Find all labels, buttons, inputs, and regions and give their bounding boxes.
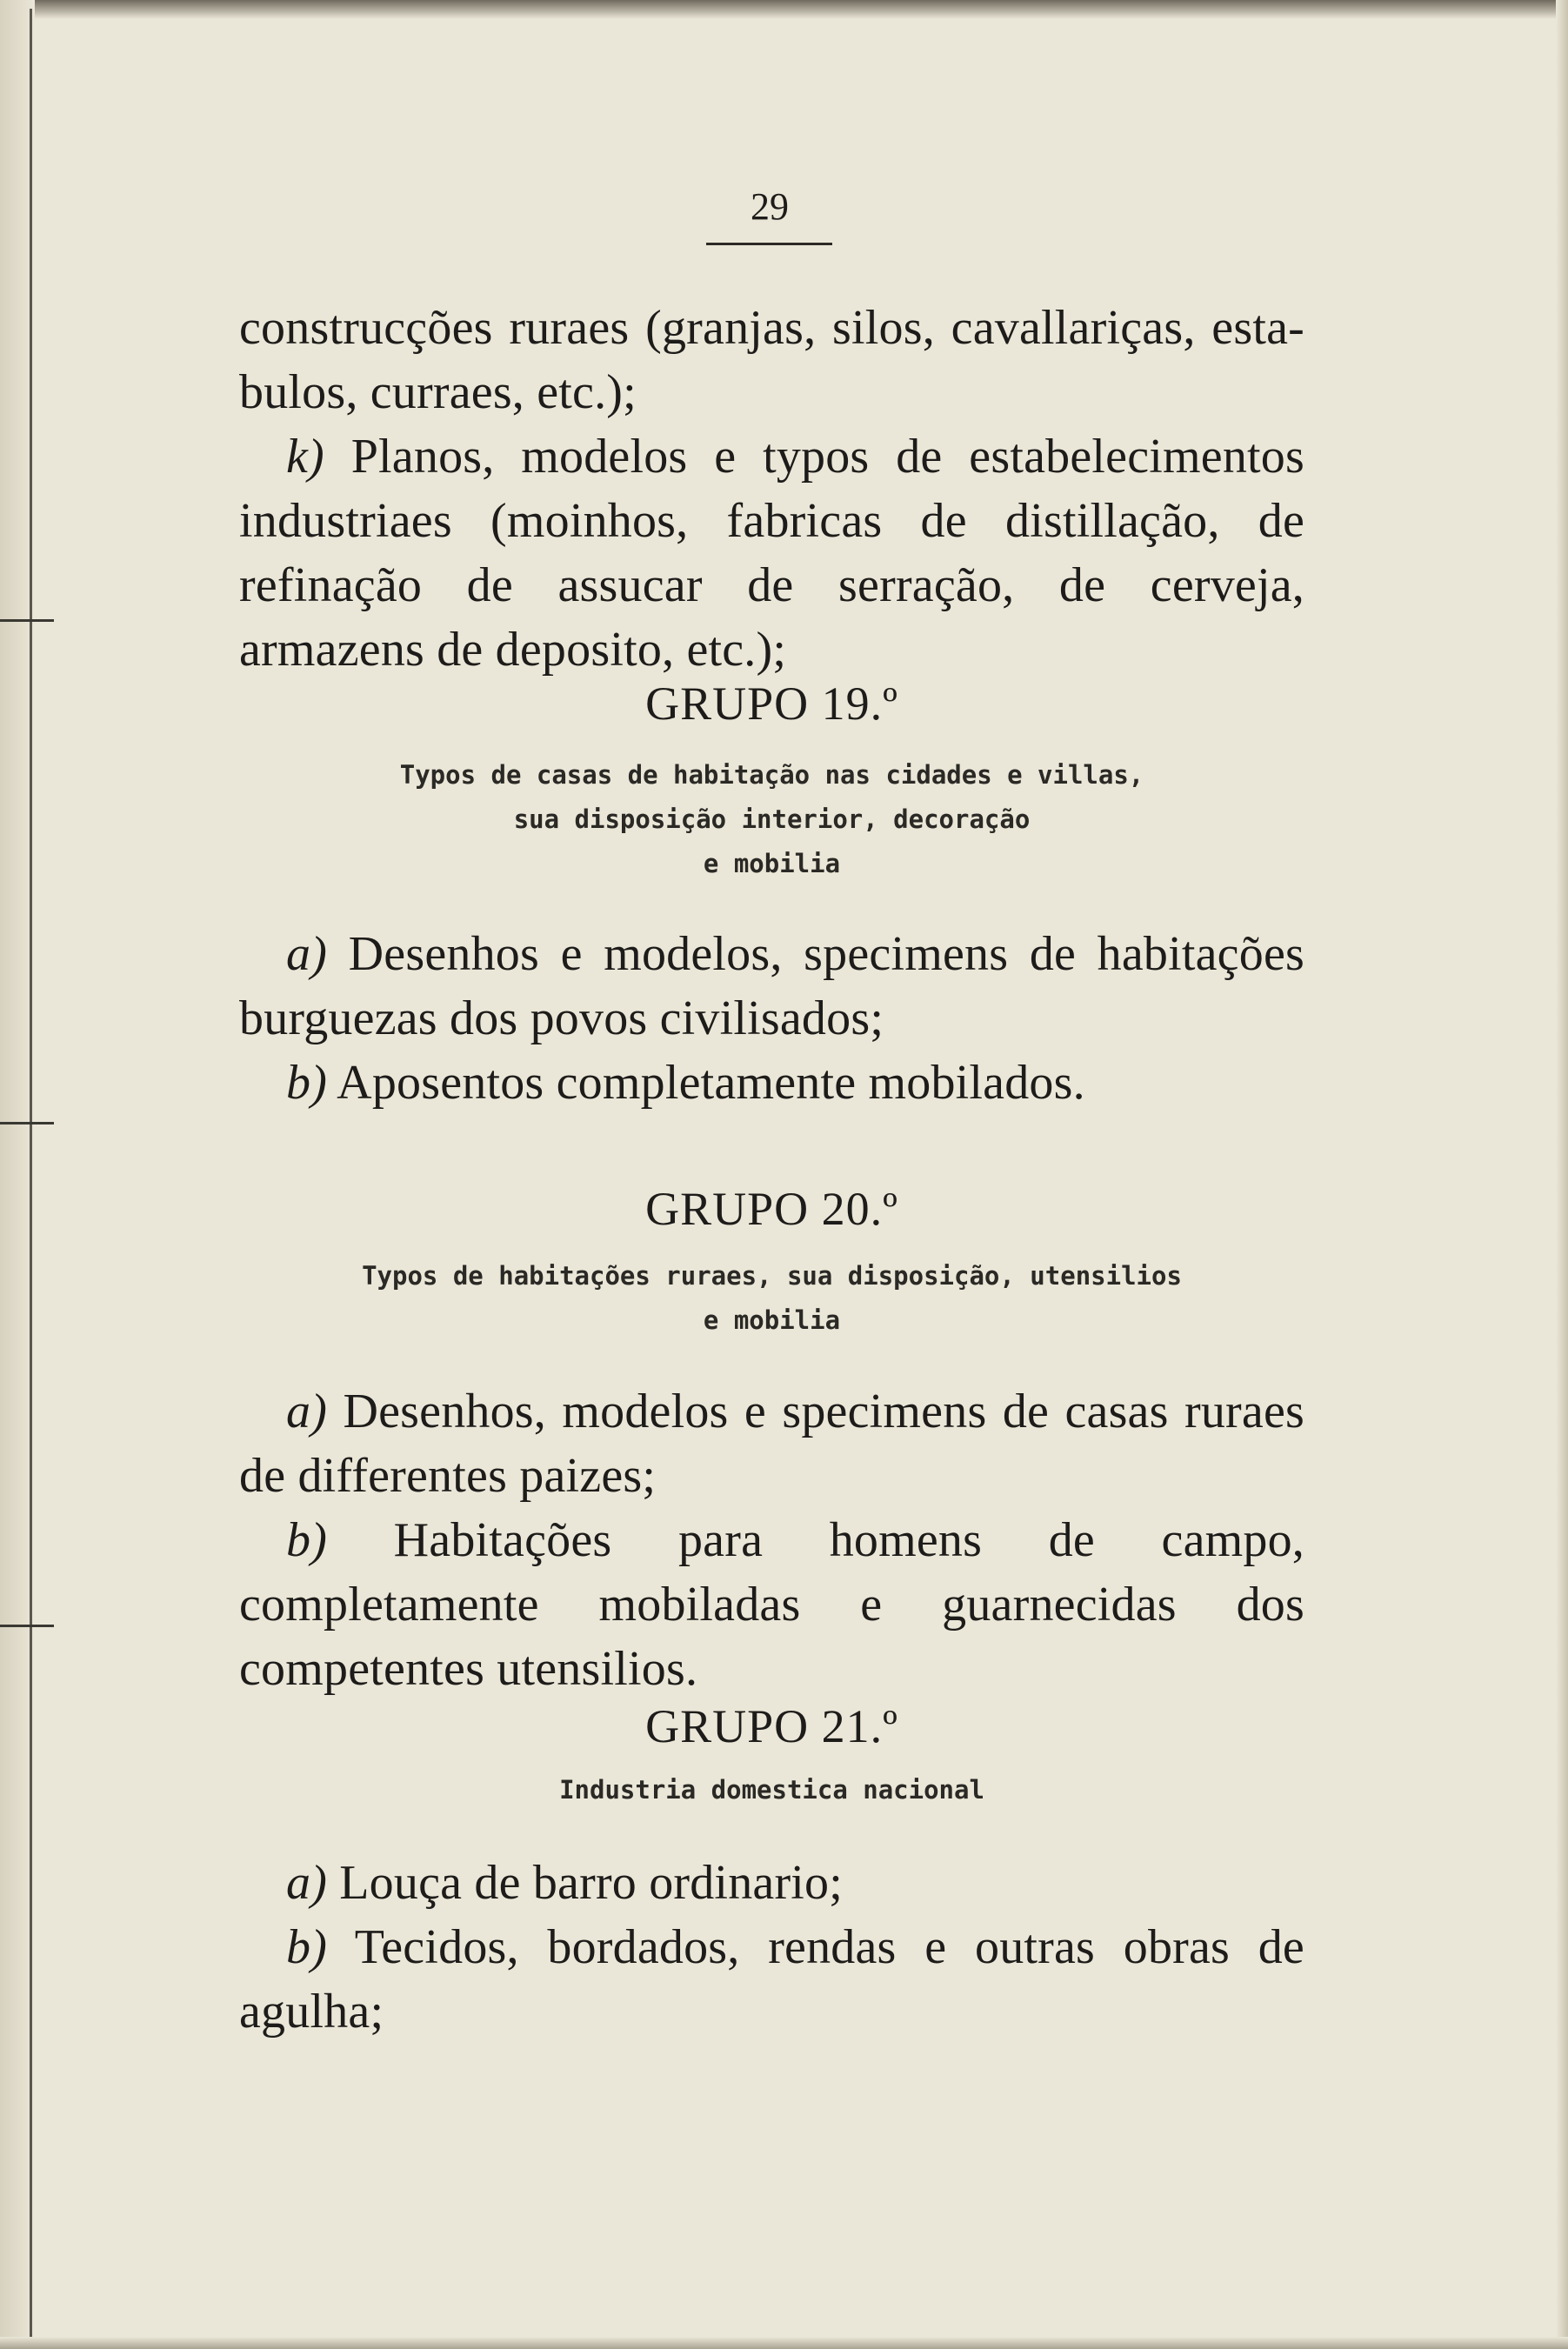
subtitle-line: Typos de habitações ruraes, sua disposição, utensilios <box>362 1261 1182 1291</box>
item-letter: b) <box>286 1513 328 1567</box>
item-text: Aposentos completamente mobilados. <box>327 1056 1085 1110</box>
page-number-rule <box>706 243 832 245</box>
group-items <box>239 1851 1304 2044</box>
group-subtitle <box>239 1254 1304 1343</box>
item-text: Planos, modelos e typos de estabelecimentos industriaes (moinhos, fabricas de distillação, de refinação de assucar de serração, de cerveja, armazens de deposito, etc.); <box>239 430 1304 677</box>
item-letter: a) <box>286 927 328 981</box>
group-item <box>239 1851 1304 1915</box>
subtitle-line: e mobilia <box>703 1305 841 1335</box>
group-subtitle <box>239 1768 1304 1812</box>
group-item <box>239 1051 1304 1115</box>
group-item <box>239 922 1304 1051</box>
group-item <box>239 1915 1304 2044</box>
item-text: Louça de barro ordinario; <box>327 1856 844 1910</box>
group-item <box>239 1508 1304 1701</box>
binding-tick <box>0 1625 54 1627</box>
subtitle-line: sua disposição interior, decoração <box>513 804 1031 834</box>
subtitle-line: Typos de casas de habitação nas cidades e villas, <box>399 760 1144 790</box>
group-item <box>239 1379 1304 1508</box>
group-subtitle <box>239 753 1304 886</box>
page-bottom-edge <box>0 2337 1568 2349</box>
binding-tick <box>0 1122 54 1124</box>
item-text: Desenhos, modelos e specimens de casas ruraes de differentes paizes; <box>239 1385 1304 1503</box>
item-letter: b) <box>286 1056 328 1110</box>
group-title: GRUPO 20.º <box>645 1183 898 1235</box>
item-letter: a) <box>286 1856 328 1910</box>
item-letter: k) <box>286 430 324 484</box>
intro-paragraph: construcções ruraes (granjas, silos, cavallariças, esta-bulos, curraes, etc.); <box>239 301 1304 419</box>
group-items <box>239 1379 1304 1701</box>
item-text: Habitações para homens de campo, completamente mobiladas e guarnecidas dos competentes utensilios. <box>239 1513 1304 1696</box>
group-items <box>239 922 1304 1115</box>
subtitle-line: e mobilia <box>703 849 841 878</box>
page-right-edge <box>1556 0 1568 2349</box>
item-text: Tecidos, bordados, rendas e outras obras de agulha; <box>239 1920 1304 2039</box>
group-title: GRUPO 19.º <box>645 677 898 730</box>
subtitle-line: Industria domestica nacional <box>559 1775 984 1805</box>
item-text: Desenhos e modelos, specimens de habitações burguezas dos povos civilisados; <box>239 927 1304 1045</box>
item-letter: a) <box>286 1385 328 1438</box>
page-top-edge <box>0 0 1568 19</box>
item-letter: b) <box>286 1920 328 1974</box>
page-number: 29 <box>751 185 789 228</box>
group-title: GRUPO 21.º <box>645 1700 898 1752</box>
binding-rule <box>30 9 32 2339</box>
binding-tick <box>0 619 54 622</box>
item-k <box>239 424 1304 682</box>
intro-block <box>239 296 1304 682</box>
